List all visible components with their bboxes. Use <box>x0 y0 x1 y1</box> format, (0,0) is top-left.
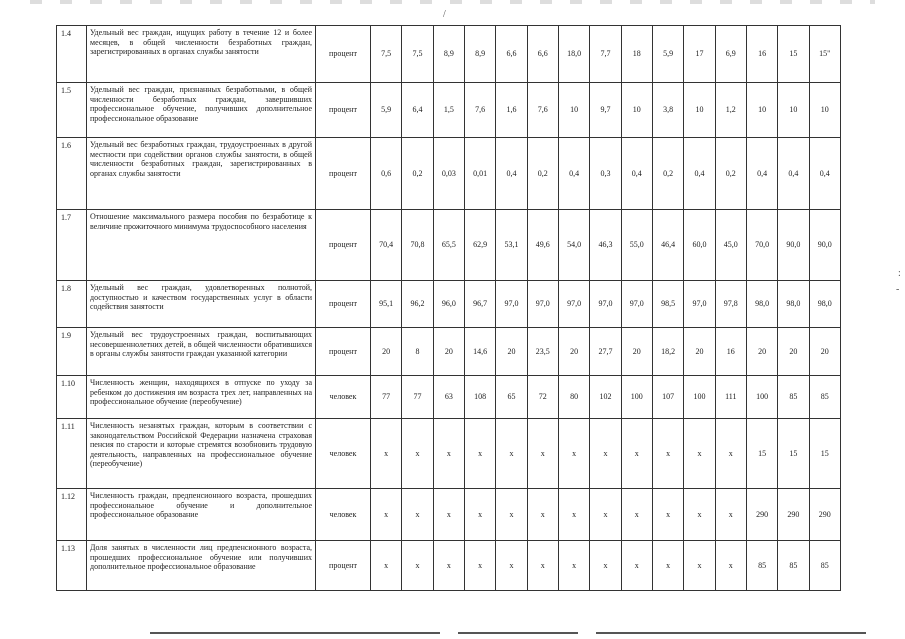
value-cell: 3,8 <box>652 83 683 138</box>
value-cell: 16 <box>746 26 777 83</box>
unit-cell: процент <box>316 138 371 210</box>
value-cell: 55,0 <box>621 210 652 281</box>
value-cell: 111 <box>715 376 746 419</box>
value-cell: 80 <box>558 376 589 419</box>
value-cell: 97,0 <box>621 281 652 328</box>
value-cell: 49,6 <box>527 210 558 281</box>
value-cell: 90,0 <box>809 210 840 281</box>
margin-mark: - <box>896 284 900 295</box>
value-cell: 62,9 <box>464 210 495 281</box>
indicator-description: Удельный вес безработных граждан, трудоустроенных в другой местности при содействии органов службы занятости, в общей численности безработных граждан, зарегистрированных в органах службы занятости <box>87 138 316 210</box>
value-cell: x <box>464 419 495 489</box>
value-cell: x <box>558 419 589 489</box>
value-cell: x <box>621 541 652 591</box>
table-row <box>57 83 841 138</box>
value-cell: 0,4 <box>496 138 527 210</box>
value-cell: 102 <box>590 376 621 419</box>
row-number: 1.11 <box>57 419 87 489</box>
value-cell: 96,2 <box>402 281 433 328</box>
value-cell: x <box>402 419 433 489</box>
indicator-description: Удельный вес граждан, ищущих работу в течение 12 и более месяцев, в общей численности безработных граждан, зарегистрированных в органах службы занятости <box>87 26 316 83</box>
value-cell: 10 <box>558 83 589 138</box>
table-row <box>57 281 841 328</box>
value-cell: 97,8 <box>715 281 746 328</box>
top-edge-artifact <box>30 0 875 4</box>
value-cell: x <box>715 541 746 591</box>
value-cell: 96,0 <box>433 281 464 328</box>
value-cell: 0,2 <box>715 138 746 210</box>
table-row <box>57 489 841 541</box>
value-cell: 20 <box>621 328 652 376</box>
table-row <box>57 541 841 591</box>
value-cell: x <box>590 489 621 541</box>
indicator-description: Численность женщин, находящихся в отпуске по уходу за ребенком до достижения им возраста трех лет, направленных на профессиональное обучение (переобучение) <box>87 376 316 419</box>
row-number: 1.10 <box>57 376 87 419</box>
value-cell: x <box>527 489 558 541</box>
value-cell: 6,6 <box>496 26 527 83</box>
indicator-description: Численность граждан, предпенсионного возраста, прошедших профессиональное обучение и дополнительное профессиональное образование <box>87 489 316 541</box>
value-cell: 0,4 <box>558 138 589 210</box>
value-cell: 18,2 <box>652 328 683 376</box>
value-cell: x <box>715 489 746 541</box>
value-cell: x <box>371 541 402 591</box>
value-cell: 97,0 <box>558 281 589 328</box>
value-cell: 85 <box>778 376 809 419</box>
value-cell: 70,4 <box>371 210 402 281</box>
value-cell: 0,03 <box>433 138 464 210</box>
value-cell: 77 <box>371 376 402 419</box>
value-cell: x <box>684 541 715 591</box>
unit-cell: процент <box>316 83 371 138</box>
value-cell: 9,7 <box>590 83 621 138</box>
value-cell: 23,5 <box>527 328 558 376</box>
value-cell: x <box>433 489 464 541</box>
row-number: 1.7 <box>57 210 87 281</box>
value-cell: 1,6 <box>496 83 527 138</box>
value-cell: x <box>652 489 683 541</box>
value-cell: x <box>433 541 464 591</box>
value-cell: 7,5 <box>402 26 433 83</box>
value-cell: 63 <box>433 376 464 419</box>
value-cell: 54,0 <box>558 210 589 281</box>
value-cell: 18 <box>621 26 652 83</box>
value-cell: 27,7 <box>590 328 621 376</box>
value-cell: 8 <box>402 328 433 376</box>
value-cell: 77 <box>402 376 433 419</box>
value-cell: 98,0 <box>746 281 777 328</box>
row-number: 1.13 <box>57 541 87 591</box>
value-cell: 97,0 <box>684 281 715 328</box>
table-row <box>57 26 841 83</box>
value-cell: x <box>652 541 683 591</box>
row-number: 1.12 <box>57 489 87 541</box>
value-cell: 290 <box>746 489 777 541</box>
value-cell: x <box>371 489 402 541</box>
value-cell: 45,0 <box>715 210 746 281</box>
value-cell: 20 <box>433 328 464 376</box>
indicator-description: Удельный вес трудоустроенных граждан, воспитывающих несовершеннолетних детей, в общей численности обратившихся в органы службы занятости граждан указанной категории <box>87 328 316 376</box>
value-cell: 0,4 <box>778 138 809 210</box>
value-cell: x <box>496 541 527 591</box>
value-cell: 15" <box>809 26 840 83</box>
value-cell: 85 <box>778 541 809 591</box>
value-cell: x <box>621 489 652 541</box>
value-cell: x <box>590 419 621 489</box>
value-cell: x <box>684 419 715 489</box>
row-number: 1.5 <box>57 83 87 138</box>
value-cell: x <box>496 489 527 541</box>
value-cell: 0,4 <box>746 138 777 210</box>
value-cell: x <box>684 489 715 541</box>
value-cell: 20 <box>684 328 715 376</box>
value-cell: 46,3 <box>590 210 621 281</box>
row-number: 1.4 <box>57 26 87 83</box>
value-cell: 46,4 <box>652 210 683 281</box>
value-cell: 107 <box>652 376 683 419</box>
value-cell: 0,2 <box>527 138 558 210</box>
value-cell: 290 <box>778 489 809 541</box>
value-cell: 10 <box>809 83 840 138</box>
table-row <box>57 210 841 281</box>
indicator-description: Отношение максимального размера пособия по безработице к величине прожиточного минимума трудоспособного населения <box>87 210 316 281</box>
value-cell: 97,0 <box>496 281 527 328</box>
value-cell: 290 <box>809 489 840 541</box>
row-number: 1.8 <box>57 281 87 328</box>
value-cell: x <box>402 541 433 591</box>
value-cell: 7,7 <box>590 26 621 83</box>
indicator-description: Удельный вес граждан, признанных безработными, в общей численности безработных граждан, завершивших профессиональное обучение, получивших дополнительное профессиональное образование <box>87 83 316 138</box>
value-cell: x <box>464 541 495 591</box>
table-row <box>57 376 841 419</box>
value-cell: x <box>464 489 495 541</box>
value-cell: 53,1 <box>496 210 527 281</box>
value-cell: 100 <box>684 376 715 419</box>
indicator-description: Численность незанятых граждан, которым в соответствии с законодательством Российской Федерации назначена страховая пенсия по старости и которые стремятся возобновить трудовую деятельность, направленных на профессиональное обучение (переобучение) <box>87 419 316 489</box>
value-cell: x <box>371 419 402 489</box>
value-cell: x <box>715 419 746 489</box>
value-cell: x <box>527 419 558 489</box>
value-cell: x <box>402 489 433 541</box>
value-cell: 10 <box>621 83 652 138</box>
value-cell: 10 <box>684 83 715 138</box>
value-cell: 1,2 <box>715 83 746 138</box>
value-cell: 100 <box>746 376 777 419</box>
bottom-rule <box>596 632 866 634</box>
value-cell: 20 <box>558 328 589 376</box>
value-cell: 72 <box>527 376 558 419</box>
table-row <box>57 419 841 489</box>
value-cell: 10 <box>778 83 809 138</box>
indicator-description: Удельный вес граждан, удовлетворенных полнотой, доступностью и качеством государственных услуг в области содействия занятости <box>87 281 316 328</box>
value-cell: x <box>652 419 683 489</box>
value-cell: 5,9 <box>652 26 683 83</box>
value-cell: 20 <box>746 328 777 376</box>
value-cell: 17 <box>684 26 715 83</box>
value-cell: 8,9 <box>464 26 495 83</box>
value-cell: 1,5 <box>433 83 464 138</box>
value-cell: 85 <box>746 541 777 591</box>
value-cell: 7,6 <box>464 83 495 138</box>
value-cell: x <box>558 489 589 541</box>
table-row <box>57 328 841 376</box>
value-cell: 0,01 <box>464 138 495 210</box>
unit-cell: человек <box>316 376 371 419</box>
value-cell: 16 <box>715 328 746 376</box>
value-cell: 15 <box>778 419 809 489</box>
unit-cell: процент <box>316 26 371 83</box>
value-cell: x <box>433 419 464 489</box>
value-cell: 10 <box>746 83 777 138</box>
value-cell: 15 <box>746 419 777 489</box>
bottom-rule <box>458 632 578 634</box>
value-cell: 108 <box>464 376 495 419</box>
value-cell: 0,6 <box>371 138 402 210</box>
value-cell: x <box>496 419 527 489</box>
value-cell: 70,0 <box>746 210 777 281</box>
bottom-rule <box>150 632 440 634</box>
value-cell: 70,8 <box>402 210 433 281</box>
value-cell: 15 <box>778 26 809 83</box>
value-cell: 6,4 <box>402 83 433 138</box>
value-cell: 15 <box>809 419 840 489</box>
row-number: 1.6 <box>57 138 87 210</box>
value-cell: 85 <box>809 541 840 591</box>
indicators-table <box>56 25 841 591</box>
value-cell: 0,4 <box>684 138 715 210</box>
unit-cell: процент <box>316 328 371 376</box>
value-cell: 96,7 <box>464 281 495 328</box>
value-cell: 0,2 <box>652 138 683 210</box>
value-cell: 60,0 <box>684 210 715 281</box>
value-cell: 95,1 <box>371 281 402 328</box>
value-cell: 7,5 <box>371 26 402 83</box>
value-cell: 0,4 <box>621 138 652 210</box>
value-cell: 97,0 <box>527 281 558 328</box>
value-cell: 85 <box>809 376 840 419</box>
value-cell: 20 <box>778 328 809 376</box>
value-cell: 98,5 <box>652 281 683 328</box>
value-cell: 20 <box>496 328 527 376</box>
value-cell: 6,9 <box>715 26 746 83</box>
value-cell: 7,6 <box>527 83 558 138</box>
unit-cell: процент <box>316 541 371 591</box>
value-cell: x <box>558 541 589 591</box>
value-cell: x <box>590 541 621 591</box>
value-cell: 5,9 <box>371 83 402 138</box>
value-cell: 90,0 <box>778 210 809 281</box>
margin-mark: : <box>898 268 901 279</box>
value-cell: 98,0 <box>778 281 809 328</box>
value-cell: x <box>621 419 652 489</box>
value-cell: 14,6 <box>464 328 495 376</box>
unit-cell: человек <box>316 419 371 489</box>
value-cell: 65 <box>496 376 527 419</box>
value-cell: x <box>527 541 558 591</box>
unit-cell: человек <box>316 489 371 541</box>
unit-cell: процент <box>316 281 371 328</box>
value-cell: 20 <box>371 328 402 376</box>
value-cell: 65,5 <box>433 210 464 281</box>
indicator-description: Доля занятых в численности лиц предпенсионного возраста, прошедших профессиональное обучение или получивших дополнительное профессиональное образование <box>87 541 316 591</box>
value-cell: 0,3 <box>590 138 621 210</box>
value-cell: 0,4 <box>809 138 840 210</box>
table-row <box>57 138 841 210</box>
page-marker: / <box>443 9 446 20</box>
row-number: 1.9 <box>57 328 87 376</box>
value-cell: 100 <box>621 376 652 419</box>
value-cell: 97,0 <box>590 281 621 328</box>
value-cell: 18,0 <box>558 26 589 83</box>
value-cell: 98,0 <box>809 281 840 328</box>
value-cell: 0,2 <box>402 138 433 210</box>
value-cell: 20 <box>809 328 840 376</box>
value-cell: 6,6 <box>527 26 558 83</box>
value-cell: 8,9 <box>433 26 464 83</box>
unit-cell: процент <box>316 210 371 281</box>
